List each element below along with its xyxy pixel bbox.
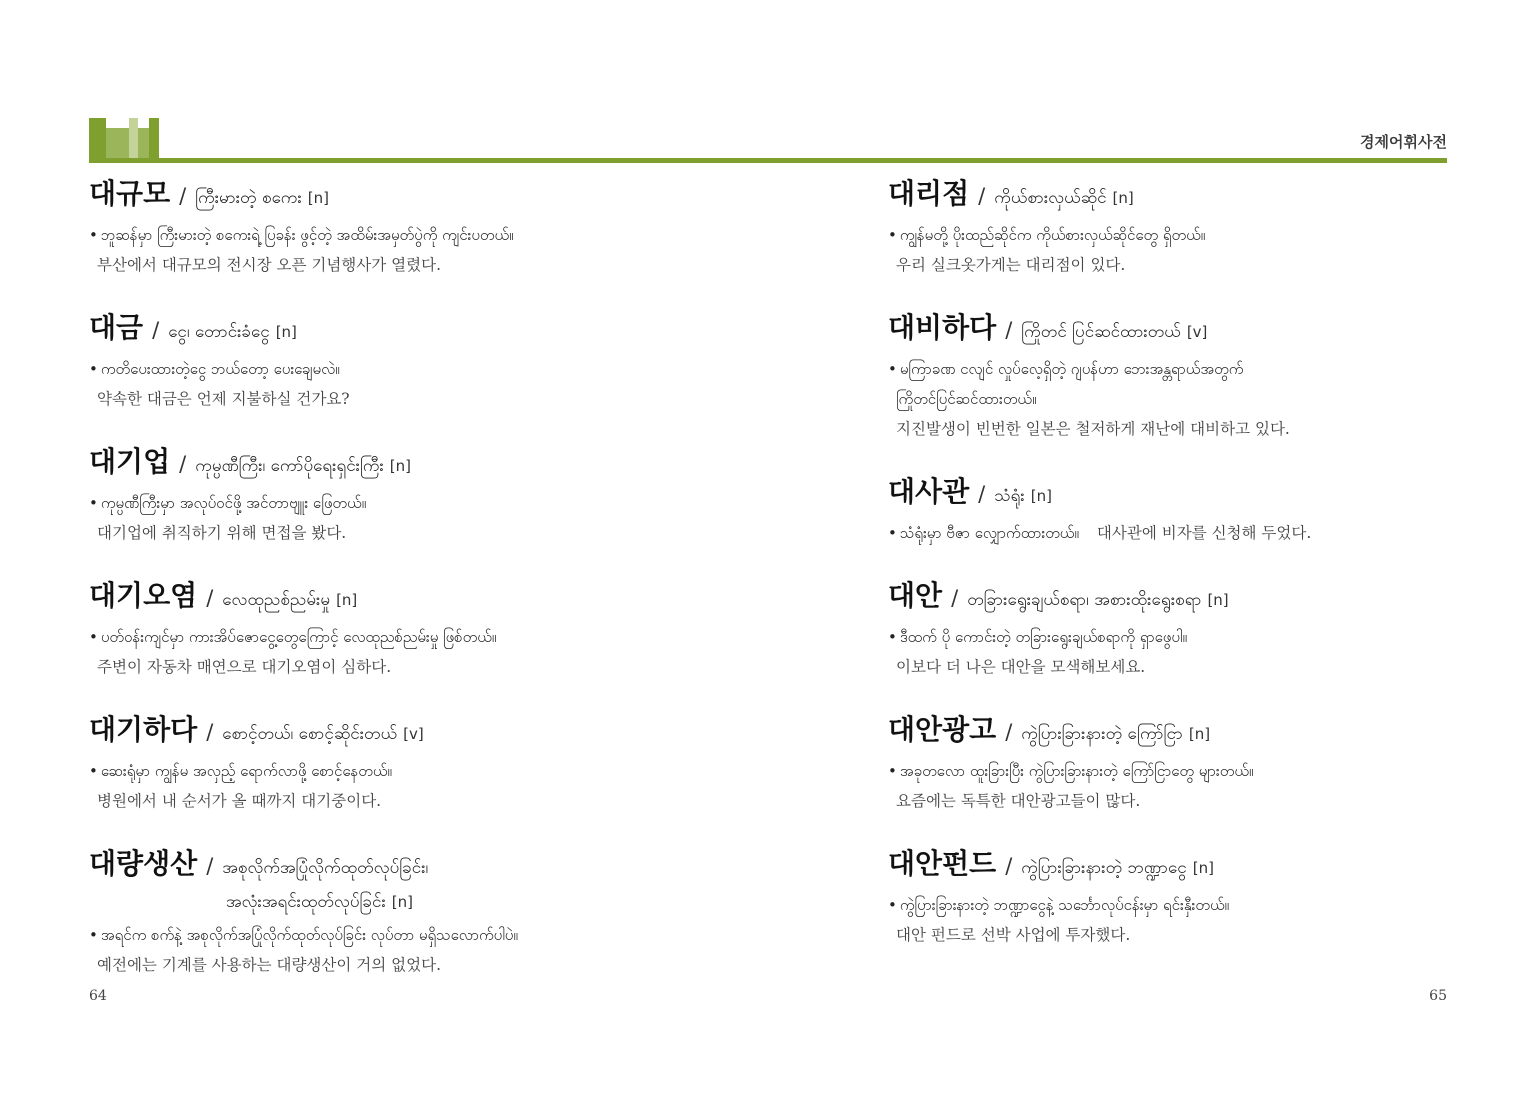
example-korean: 병원에서 내 순서가 올 때까지 대기중이다.	[97, 792, 382, 810]
meaning: သံရုံး	[994, 486, 1025, 506]
example-myanmar	[888, 354, 1528, 384]
headword: 대량생산	[89, 847, 198, 880]
example-myanmar	[89, 920, 729, 950]
entry-head	[89, 577, 729, 619]
example-myanmar	[888, 756, 1528, 786]
meaning: စောင့်တယ်၊ စောင့်ဆိုင်းတယ်	[222, 724, 398, 744]
example-myanmar-continued: ကြိုတင်ပြင်ဆင်ထားတယ်။	[896, 390, 1037, 408]
meaning: ကြိုတင် ပြင်ဆင်ထားတယ်	[1021, 322, 1181, 342]
example-myanmar	[89, 756, 729, 786]
example-korean: 우리 실크옷가게는 대리점이 있다.	[896, 256, 1126, 274]
example-myanmar-text: အရင်က စက်နဲ့ အစုလိုက်အပြုံလိုက်ထုတ်လုပ်ခြင်း လုပ်တာ မရှိသလောက်ပါပဲ။	[100, 926, 518, 944]
part-of-speech: [n]	[391, 893, 413, 911]
headword: 대비하다	[888, 311, 997, 344]
part-of-speech: [n]	[1192, 859, 1214, 877]
example-myanmar-text: ကွဲပြားခြားနားတဲ့ ဘဏ္ဍာငွေနဲ့ သင်္ဘောလုပ်ငန်းမှာ ရင်းနှီးတယ်။	[899, 896, 1230, 914]
example-myanmar-text: ကတိပေးထားတဲ့ငွေ ဘယ်တော့ ပေးချေမလဲ။	[100, 360, 340, 378]
part-of-speech: [n]	[307, 189, 329, 207]
separator-slash: /	[206, 586, 214, 610]
entry-head	[89, 845, 729, 887]
meaning-continued-text: အလုံးအရင်းထုတ်လုပ်ခြင်း	[226, 892, 386, 912]
dictionary-entry	[888, 577, 1528, 682]
part-of-speech: [n]	[1030, 487, 1052, 505]
header-block	[89, 118, 106, 161]
bullet-icon: •	[888, 628, 897, 646]
example-myanmar-text: ဘူဆန်မှာ ကြီးမားတဲ့ စကေးရဲ့ ပြခန်း ဖွင့်တဲ့ အထိမ်းအမှတ်ပွဲကို ကျင်းပတယ်။	[100, 226, 514, 244]
entry-head	[89, 711, 729, 753]
dictionary-entry	[89, 309, 729, 414]
bullet-icon: •	[888, 896, 897, 914]
meaning: ကုမ္ပဏီကြီး၊ ကော်ပိုရေးရှင်းကြီး	[195, 456, 384, 476]
bullet-icon: •	[89, 926, 98, 944]
example-myanmar	[888, 890, 1528, 920]
example-myanmar	[89, 220, 729, 250]
dictionary-entry	[89, 711, 729, 816]
example-myanmar-text: မကြာခဏ ငလျင် လှုပ်လေ့ရှိတဲ့ ဂျပန်ဟာ ဘေးအန္တရာယ်အတွက်	[899, 360, 1244, 378]
bullet-icon: •	[89, 628, 98, 646]
separator-slash: /	[1005, 720, 1013, 744]
headword: 대기오염	[89, 579, 198, 612]
example-korean: 지진발생이 빈번한 일본은 철저하게 재난에 대비하고 있다.	[896, 420, 1290, 438]
header-block	[149, 118, 159, 161]
example-myanmar	[89, 354, 729, 384]
part-of-speech: [n]	[389, 457, 412, 475]
example-myanmar	[888, 622, 1528, 652]
part-of-speech: [v]	[1186, 323, 1208, 341]
meaning: ကိုယ်စားလှယ်ဆိုင်	[994, 188, 1107, 208]
dictionary-entry	[888, 175, 1528, 280]
dictionary-entry	[888, 711, 1528, 816]
example-myanmar	[888, 220, 1528, 250]
example-korean: 이보다 더 나은 대안을 모색해보세요.	[896, 658, 1146, 676]
separator-slash: /	[1005, 318, 1013, 342]
entry-head	[888, 473, 1528, 515]
headword: 대규모	[89, 177, 171, 210]
bullet-icon: •	[89, 762, 98, 780]
separator-slash: /	[978, 482, 986, 506]
example-myanmar-text: ကျွန်မတို့ ပိုးထည်ဆိုင်က ကိုယ်စားလှယ်ဆိုင်တွေ ရှိတယ်။	[899, 226, 1206, 244]
part-of-speech: [n]	[1207, 591, 1229, 609]
bullet-icon: •	[888, 762, 897, 780]
header-block	[106, 128, 129, 161]
headword: 대안펀드	[888, 847, 997, 880]
meaning-continued	[89, 887, 729, 917]
entry-head	[888, 711, 1528, 753]
part-of-speech: [v]	[403, 725, 424, 743]
meaning: ကွဲပြားခြားနားတဲ့ ဘဏ္ဍာငွေ	[1021, 858, 1187, 878]
entry-head	[888, 577, 1528, 619]
meaning: ကြီးမားတဲ့ စကေး	[195, 188, 302, 208]
bullet-icon: •	[89, 360, 98, 378]
page-number-right: 65	[1429, 988, 1447, 1004]
meaning: လေထုညစ်ညမ်းမှု	[222, 590, 331, 610]
meaning: ငွေ၊ တောင်းခံငွေ	[168, 322, 270, 342]
header-block	[129, 118, 138, 161]
part-of-speech: [n]	[336, 591, 358, 609]
headword: 대사관	[888, 475, 970, 508]
part-of-speech: [n]	[1188, 725, 1211, 743]
dictionary-entry	[89, 577, 729, 682]
entry-head	[888, 175, 1528, 217]
separator-slash: /	[978, 184, 986, 208]
page-number-left: 64	[89, 988, 107, 1004]
bullet-icon: •	[888, 524, 897, 542]
separator-slash: /	[179, 452, 187, 476]
separator-slash: /	[206, 854, 214, 878]
bullet-icon: •	[888, 360, 897, 378]
headword: 대안	[888, 579, 943, 612]
example-myanmar-text: သံရုံးမှာ ဗီဇာ လျှောက်ထားတယ်။	[899, 524, 1079, 542]
header-rule	[89, 158, 1447, 163]
example-korean: 부산에서 대규모의 전시장 오픈 기념행사가 열렸다.	[97, 256, 441, 274]
dictionary-entry	[888, 473, 1528, 548]
entry-head	[89, 175, 729, 217]
example-myanmar-text: ပတ်ဝန်းကျင်မှာ ကားအိပ်ဇောငွေ့တွေကြောင့် လေထုညစ်ညမ်းမှု ဖြစ်တယ်။	[100, 628, 497, 646]
headword: 대기업	[89, 445, 171, 478]
example-myanmar	[888, 518, 1528, 548]
separator-slash: /	[951, 586, 959, 610]
example-korean: 대기업에 취직하기 위해 면접을 봤다.	[97, 524, 347, 542]
bullet-icon: •	[888, 226, 897, 244]
dictionary-entry	[89, 175, 729, 280]
part-of-speech: [n]	[1112, 189, 1134, 207]
left-column	[89, 175, 729, 1009]
dictionary-entry	[89, 443, 729, 548]
example-myanmar-text: အခုတလော ထူးခြားပြီး ကွဲပြားခြားနားတဲ့ ကြော်ငြာတွေ များတယ်။	[899, 762, 1254, 780]
entry-head	[888, 845, 1528, 887]
example-myanmar-text: ဆေးရုံမှာ ကျွန်မ အလှည့် ရောက်လာဖို့ စောင့်နေတယ်။	[100, 762, 392, 780]
entry-head	[888, 309, 1528, 351]
meaning: အစုလိုက်အပြုံလိုက်ထုတ်လုပ်ခြင်း၊	[222, 858, 429, 878]
separator-slash: /	[152, 318, 160, 342]
headword: 대금	[89, 311, 144, 344]
dictionary-entry	[888, 309, 1528, 444]
example-myanmar	[89, 622, 729, 652]
bullet-icon: •	[89, 494, 98, 512]
example-myanmar-text: ဒီထက် ပို ကောင်းတဲ့ တခြားရွေးချယ်စရာကို ရှာဖွေပါ။	[899, 628, 1188, 646]
entry-head	[89, 309, 729, 351]
separator-slash: /	[1005, 854, 1013, 878]
meaning: ကွဲပြားခြားနားတဲ့ ကြော်ငြာ	[1021, 724, 1183, 744]
meaning: တခြားရွေးချယ်စရာ၊ အစားထိုးရွေးစရာ	[967, 590, 1202, 610]
example-korean: 주변이 자동차 매연으로 대기오염이 심하다.	[97, 658, 392, 676]
example-korean: 요즘에는 독특한 대안광고들이 많다.	[896, 792, 1141, 810]
example-myanmar-text: ကုမ္ပဏီကြီးမှာ အလုပ်ဝင်ဖို့ အင်တာဗျူး ဖြေတယ်။	[100, 494, 367, 512]
right-column	[888, 175, 1528, 979]
entry-head	[89, 443, 729, 485]
headword: 대리점	[888, 177, 970, 210]
dictionary-entry	[888, 845, 1528, 950]
header-decoration	[89, 118, 161, 161]
example-korean: 예전에는 기계를 사용하는 대량생산이 거의 없었다.	[97, 956, 441, 974]
headword: 대안광고	[888, 713, 997, 746]
example-korean: 약속한 대금은 언제 지불하실 건가요?	[97, 390, 350, 408]
part-of-speech: [n]	[275, 323, 297, 341]
bullet-icon: •	[89, 226, 98, 244]
header-block	[138, 128, 149, 161]
headword: 대기하다	[89, 713, 198, 746]
example-korean: 대사관에 비자를 신청해 두었다.	[1096, 524, 1312, 542]
example-myanmar	[89, 488, 729, 518]
example-korean: 대안 펀드로 선박 사업에 투자했다.	[896, 926, 1131, 944]
dictionary-entry	[89, 845, 729, 980]
separator-slash: /	[179, 184, 187, 208]
separator-slash: /	[206, 720, 214, 744]
book-title: 경제어휘사전	[1360, 133, 1447, 151]
